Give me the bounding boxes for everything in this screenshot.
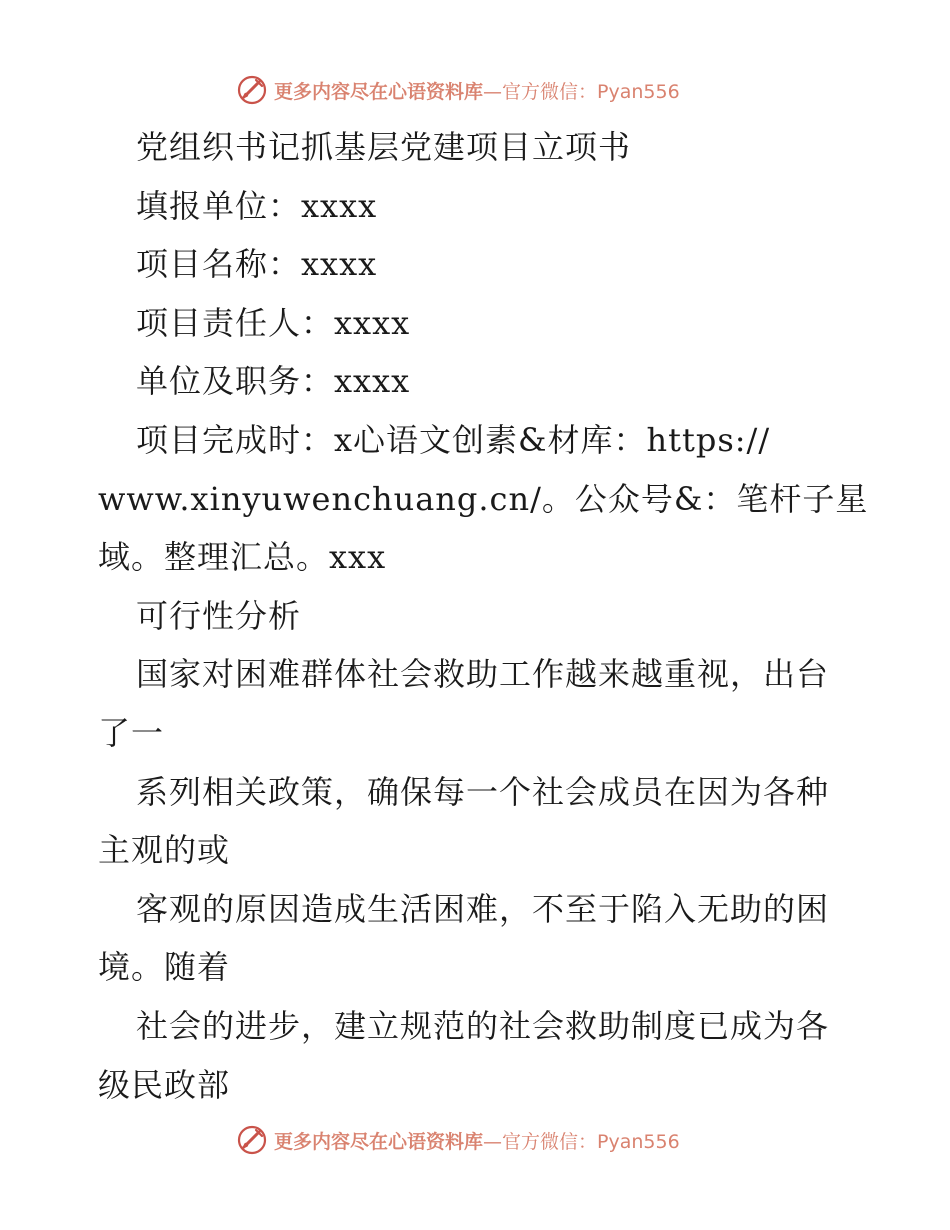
footer-watermark	[236, 1122, 680, 1158]
paragraph-line: 域。整理汇总。xxx	[98, 538, 387, 577]
paragraph-line: 主观的或	[98, 831, 231, 870]
paragraph-line: www.xinyuwenchuang.cn/。公众号&：笔杆子星	[98, 479, 869, 518]
paragraph-line: 系列相关政策，确保每一个社会成员在因为各种	[136, 772, 830, 811]
paragraph-line: 国家对困难群体社会救助工作越来越重视，出台	[136, 655, 830, 694]
document-body	[98, 118, 869, 1114]
field-reporting-unit: 填报单位：xxxx	[136, 186, 378, 225]
paragraph-line: 客观的原因造成生活困难，不至于陷入无助的困	[136, 889, 830, 928]
watermark-text: 更多内容尽在心语资料库—官方微信：Pyan556	[274, 1130, 680, 1153]
section-heading-feasibility: 可行性分析	[136, 596, 302, 635]
watermark-text: 更多内容尽在心语资料库—官方微信：Pyan556	[274, 80, 680, 103]
seal-logo-icon	[236, 74, 268, 106]
paragraph-line: 了一	[98, 713, 165, 752]
field-project-name: 项目名称：xxxx	[136, 245, 378, 284]
document-title: 党组织书记抓基层党建项目立项书	[136, 128, 632, 166]
field-unit-and-position: 单位及职务：xxxx	[136, 362, 411, 401]
header-watermark	[236, 72, 680, 108]
paragraph-line: 级民政部	[98, 1065, 231, 1104]
field-project-leader: 项目责任人：xxxx	[136, 303, 411, 342]
field-completion-time: 项目完成时：x心语文创素&材库：https://	[136, 420, 771, 459]
paragraph-line: 境。随着	[98, 948, 231, 987]
seal-logo-icon	[236, 1124, 268, 1156]
paragraph-line: 社会的进步，建立规范的社会救助制度已成为各	[136, 1006, 830, 1045]
